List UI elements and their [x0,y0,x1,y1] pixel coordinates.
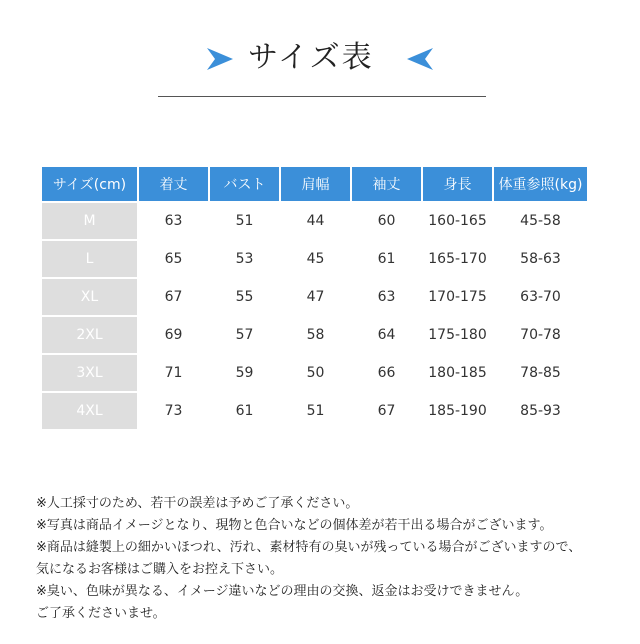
table-cell: 60 [377,213,396,229]
size-label: M [42,203,137,239]
page-title: サイズ表 [248,40,374,75]
table-cell: 53 [235,251,254,267]
table-row [42,317,587,353]
table-cell: 47 [306,289,325,305]
note-line: ご了承くださいませ。 [36,606,166,621]
column-header: 身長 [423,167,492,201]
table-cell: 73 [164,403,183,419]
table-cell: 78-85 [520,365,561,381]
table-cell: 63 [377,289,396,305]
table-row [42,241,587,277]
table-cell: 165-170 [428,251,487,267]
column-header: 体重参照(kg) [494,167,587,201]
table-cell: 55 [235,289,254,305]
column-header: 肩幅 [281,167,350,201]
table-cell: 65 [164,251,183,267]
table-cell: 185-190 [428,403,487,419]
size-table [40,165,589,431]
table-cell: 170-175 [428,289,487,305]
note-line: ※写真は商品イメージとなり、現物と色合いなどの個体差が若干出る場合がございます。 [36,518,553,533]
table-cell: 63 [164,213,183,229]
title-divider [158,96,486,97]
note-line: 気になるお客様はご購入をお控え下さい。 [36,562,284,577]
table-cell: 67 [164,289,183,305]
size-label: 3XL [42,355,137,391]
table-cell: 71 [164,365,183,381]
table-cell: 59 [235,365,254,381]
table-cell: 45 [306,251,325,267]
table-row [42,355,587,391]
table-row [42,203,587,239]
table-cell: 51 [235,213,254,229]
table-cell: 45-58 [520,213,561,229]
column-header: 袖丈 [352,167,421,201]
table-cell: 50 [306,365,325,381]
note-line: ※人工採寸のため、若干の誤差は予めご了承ください。 [36,496,359,511]
chevron-left-icon [405,46,435,72]
table-cell: 160-165 [428,213,487,229]
notes-section [36,493,581,625]
note-line: ※商品は縫製上の細かいほつれ、汚れ、素材特有の臭いが残っている場合がございますので、 [36,540,582,555]
table-cell: 70-78 [520,327,561,343]
column-header: バスト [210,167,279,201]
table-cell: 58 [306,327,325,343]
chevron-right-icon [205,46,235,72]
table-cell: 58-63 [520,251,561,267]
note-line: ※臭い、色味が異なる、イメージ違いなどの理由の交換、返金はお受けできません。 [36,584,529,599]
table-cell: 67 [377,403,396,419]
table-row [42,279,587,315]
table-cell: 61 [377,251,396,267]
table-header-row [42,167,587,201]
size-label: 2XL [42,317,137,353]
table-cell: 63-70 [520,289,561,305]
size-label: XL [42,279,137,315]
table-cell: 180-185 [428,365,487,381]
table-cell: 85-93 [520,403,561,419]
table-row [42,393,587,429]
size-label: L [42,241,137,277]
table-cell: 44 [306,213,325,229]
table-cell: 69 [164,327,183,343]
table-cell: 64 [377,327,396,343]
title-area [0,34,640,84]
table-cell: 61 [235,403,254,419]
column-header: 着丈 [139,167,208,201]
table-cell: 57 [235,327,254,343]
column-header: サイズ(cm) [42,167,137,201]
table-cell: 51 [306,403,325,419]
table-cell: 175-180 [428,327,487,343]
size-label: 4XL [42,393,137,429]
table-cell: 66 [377,365,396,381]
